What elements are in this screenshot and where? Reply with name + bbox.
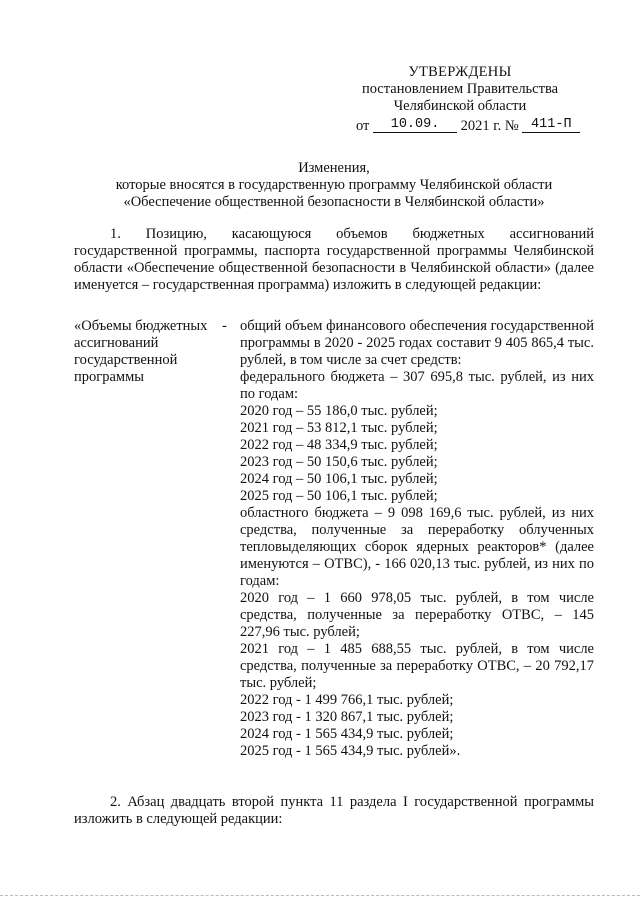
table-row: 2025 год – 50 106,1 тыс. рублей; <box>240 488 438 504</box>
approved-region-line: Челябинской области <box>393 98 527 114</box>
paragraph-2: 2. Абзац двадцать второй пункта 11 раздела I государственной программы изложить в следующей редакции: <box>74 794 594 827</box>
approval-stamp <box>340 64 580 115</box>
table-row: 2023 год - 1 320 867,1 тыс. рублей; <box>240 709 454 725</box>
approved-by-line: постановлением Правительства <box>361 81 559 97</box>
table-row: 2024 год – 50 106,1 тыс. рублей; <box>240 471 438 487</box>
table-row: 2021 год – 1 485 688,55 тыс. рублей, в том числе средства, полученные за переработку ОТВС, – 20 792,17 тыс. рублей; <box>240 641 594 691</box>
table-row: 2020 год – 1 660 978,05 тыс. рублей, в том числе средства, полученные за переработку ОТВС, – 145 227,96 тыс. рублей; <box>240 590 594 640</box>
paragraph-1: 1. Позицию, касающуюся объемов бюджетных ассигнований государственной программы, паспорта государственной программы Челябинской области «Обеспечение общественной безопасности в Челябинской области» (далее именуется – государственная программа) изложить в следующей редакции: <box>74 226 594 293</box>
decree-number-field: 411-П <box>522 118 580 133</box>
title-line-1: Изменения, <box>298 160 370 176</box>
table-dash: - <box>222 318 227 334</box>
table-row: 2023 год – 50 150,6 тыс. рублей; <box>240 454 438 470</box>
table-row: федерального бюджета – 307 695,8 тыс. рублей, из них по годам: <box>240 369 594 402</box>
title-line-3: «Обеспечение общественной безопасности в Челябинской области» <box>123 194 545 210</box>
approval-date-line <box>356 118 596 136</box>
document-title <box>74 160 594 211</box>
approval-date-field: 10.09. <box>373 118 457 133</box>
table-row: 2022 год – 48 334,9 тыс. рублей; <box>240 437 438 453</box>
approved-heading: УТВЕРЖДЕНЫ <box>408 64 512 80</box>
year-number-label: 2021 г. № <box>460 118 519 134</box>
from-label: от <box>356 118 370 134</box>
table-left-label: «Объемы бюджетных ассигнований государственной программы <box>74 318 208 385</box>
table-row: общий объем финансового обеспечения государственной программы в 2020 - 2025 годах составит 9 405 865,4 тыс. рублей, в том числе за счет средств: <box>240 318 594 368</box>
table-row: 2021 год – 53 812,1 тыс. рублей; <box>240 420 438 436</box>
table-row: 2024 год - 1 565 434,9 тыс. рублей; <box>240 726 454 742</box>
scan-edge-divider <box>0 895 640 897</box>
table-row: 2022 год - 1 499 766,1 тыс. рублей; <box>240 692 454 708</box>
table-row: 2025 год - 1 565 434,9 тыс. рублей». <box>240 743 461 759</box>
table-row: областного бюджета – 9 098 169,6 тыс. рублей, из них средства, полученные за переработку облученных тепловыделяющих сборок ядерных реакторов* (далее именуются – ОТВС), - 166 020,13 тыс. рублей, из них по годам: <box>240 505 594 589</box>
table-right-content <box>240 318 594 760</box>
title-line-2: которые вносятся в государственную программу Челябинской области <box>115 177 553 193</box>
table-row: 2020 год – 55 186,0 тыс. рублей; <box>240 403 438 419</box>
